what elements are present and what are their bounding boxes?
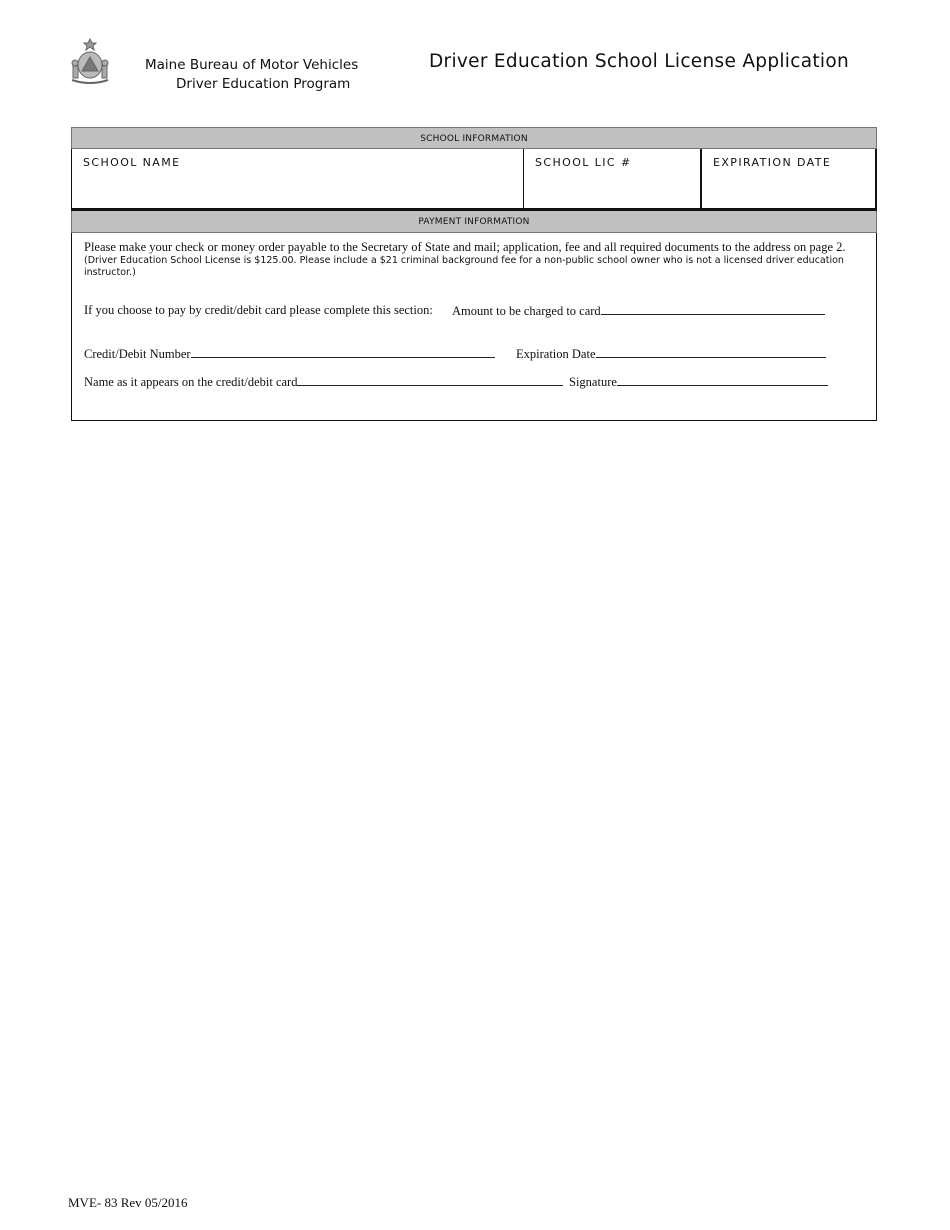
- maine-state-seal-icon: [68, 37, 112, 87]
- school-license-label: SCHOOL LIC #: [535, 156, 632, 169]
- payment-information-body: [71, 233, 877, 421]
- fee-note: (Driver Education School License is $125.00. Please include a $21 criminal background fee for a non-public school owner who is not a licensed driver education instructor.): [84, 255, 844, 278]
- form-id-footer: MVE- 83 Rev 05/2016: [68, 1195, 188, 1210]
- school-name-field[interactable]: [72, 149, 524, 208]
- school-license-number-field[interactable]: [524, 149, 702, 208]
- cardholder-name-label: Name as it appears on the credit/debit card: [84, 375, 298, 389]
- signature-label: Signature: [569, 375, 617, 389]
- cardholder-name-input[interactable]: [297, 374, 563, 386]
- school-information-header: SCHOOL INFORMATION: [71, 127, 877, 149]
- card-expiration-label: Expiration Date: [516, 347, 596, 361]
- document-title: Driver Education School License Application: [429, 51, 849, 72]
- application-form: [71, 127, 877, 421]
- card-number-field[interactable]: [84, 346, 495, 362]
- amount-field[interactable]: [452, 303, 825, 319]
- card-number-label: Credit/Debit Number: [84, 347, 191, 361]
- card-number-input[interactable]: [191, 346, 495, 358]
- payment-information-header: PAYMENT INFORMATION: [71, 211, 877, 233]
- card-expiration-field[interactable]: [516, 346, 826, 362]
- agency-name: [145, 56, 358, 94]
- school-information-row: [71, 149, 877, 211]
- amount-input[interactable]: [601, 303, 825, 315]
- payment-instructions: Please make your check or money order payable to the Secretary of State and mail; application, fee and all required documents to the address on page 2.: [84, 240, 846, 254]
- agency-line-1: Maine Bureau of Motor Vehicles: [145, 57, 359, 73]
- amount-label: Amount to be charged to card: [452, 304, 601, 318]
- signature-field[interactable]: [569, 374, 828, 390]
- expiration-date-label: EXPIRATION DATE: [713, 156, 832, 169]
- cardholder-name-field[interactable]: [84, 374, 563, 390]
- agency-line-2: Driver Education Program: [176, 76, 351, 92]
- card-intro: If you choose to pay by credit/debit card please complete this section:: [84, 303, 433, 317]
- card-expiration-input[interactable]: [596, 346, 826, 358]
- school-name-label: SCHOOL NAME: [83, 156, 181, 169]
- signature-input[interactable]: [617, 374, 828, 386]
- school-expiration-date-field[interactable]: [702, 149, 875, 208]
